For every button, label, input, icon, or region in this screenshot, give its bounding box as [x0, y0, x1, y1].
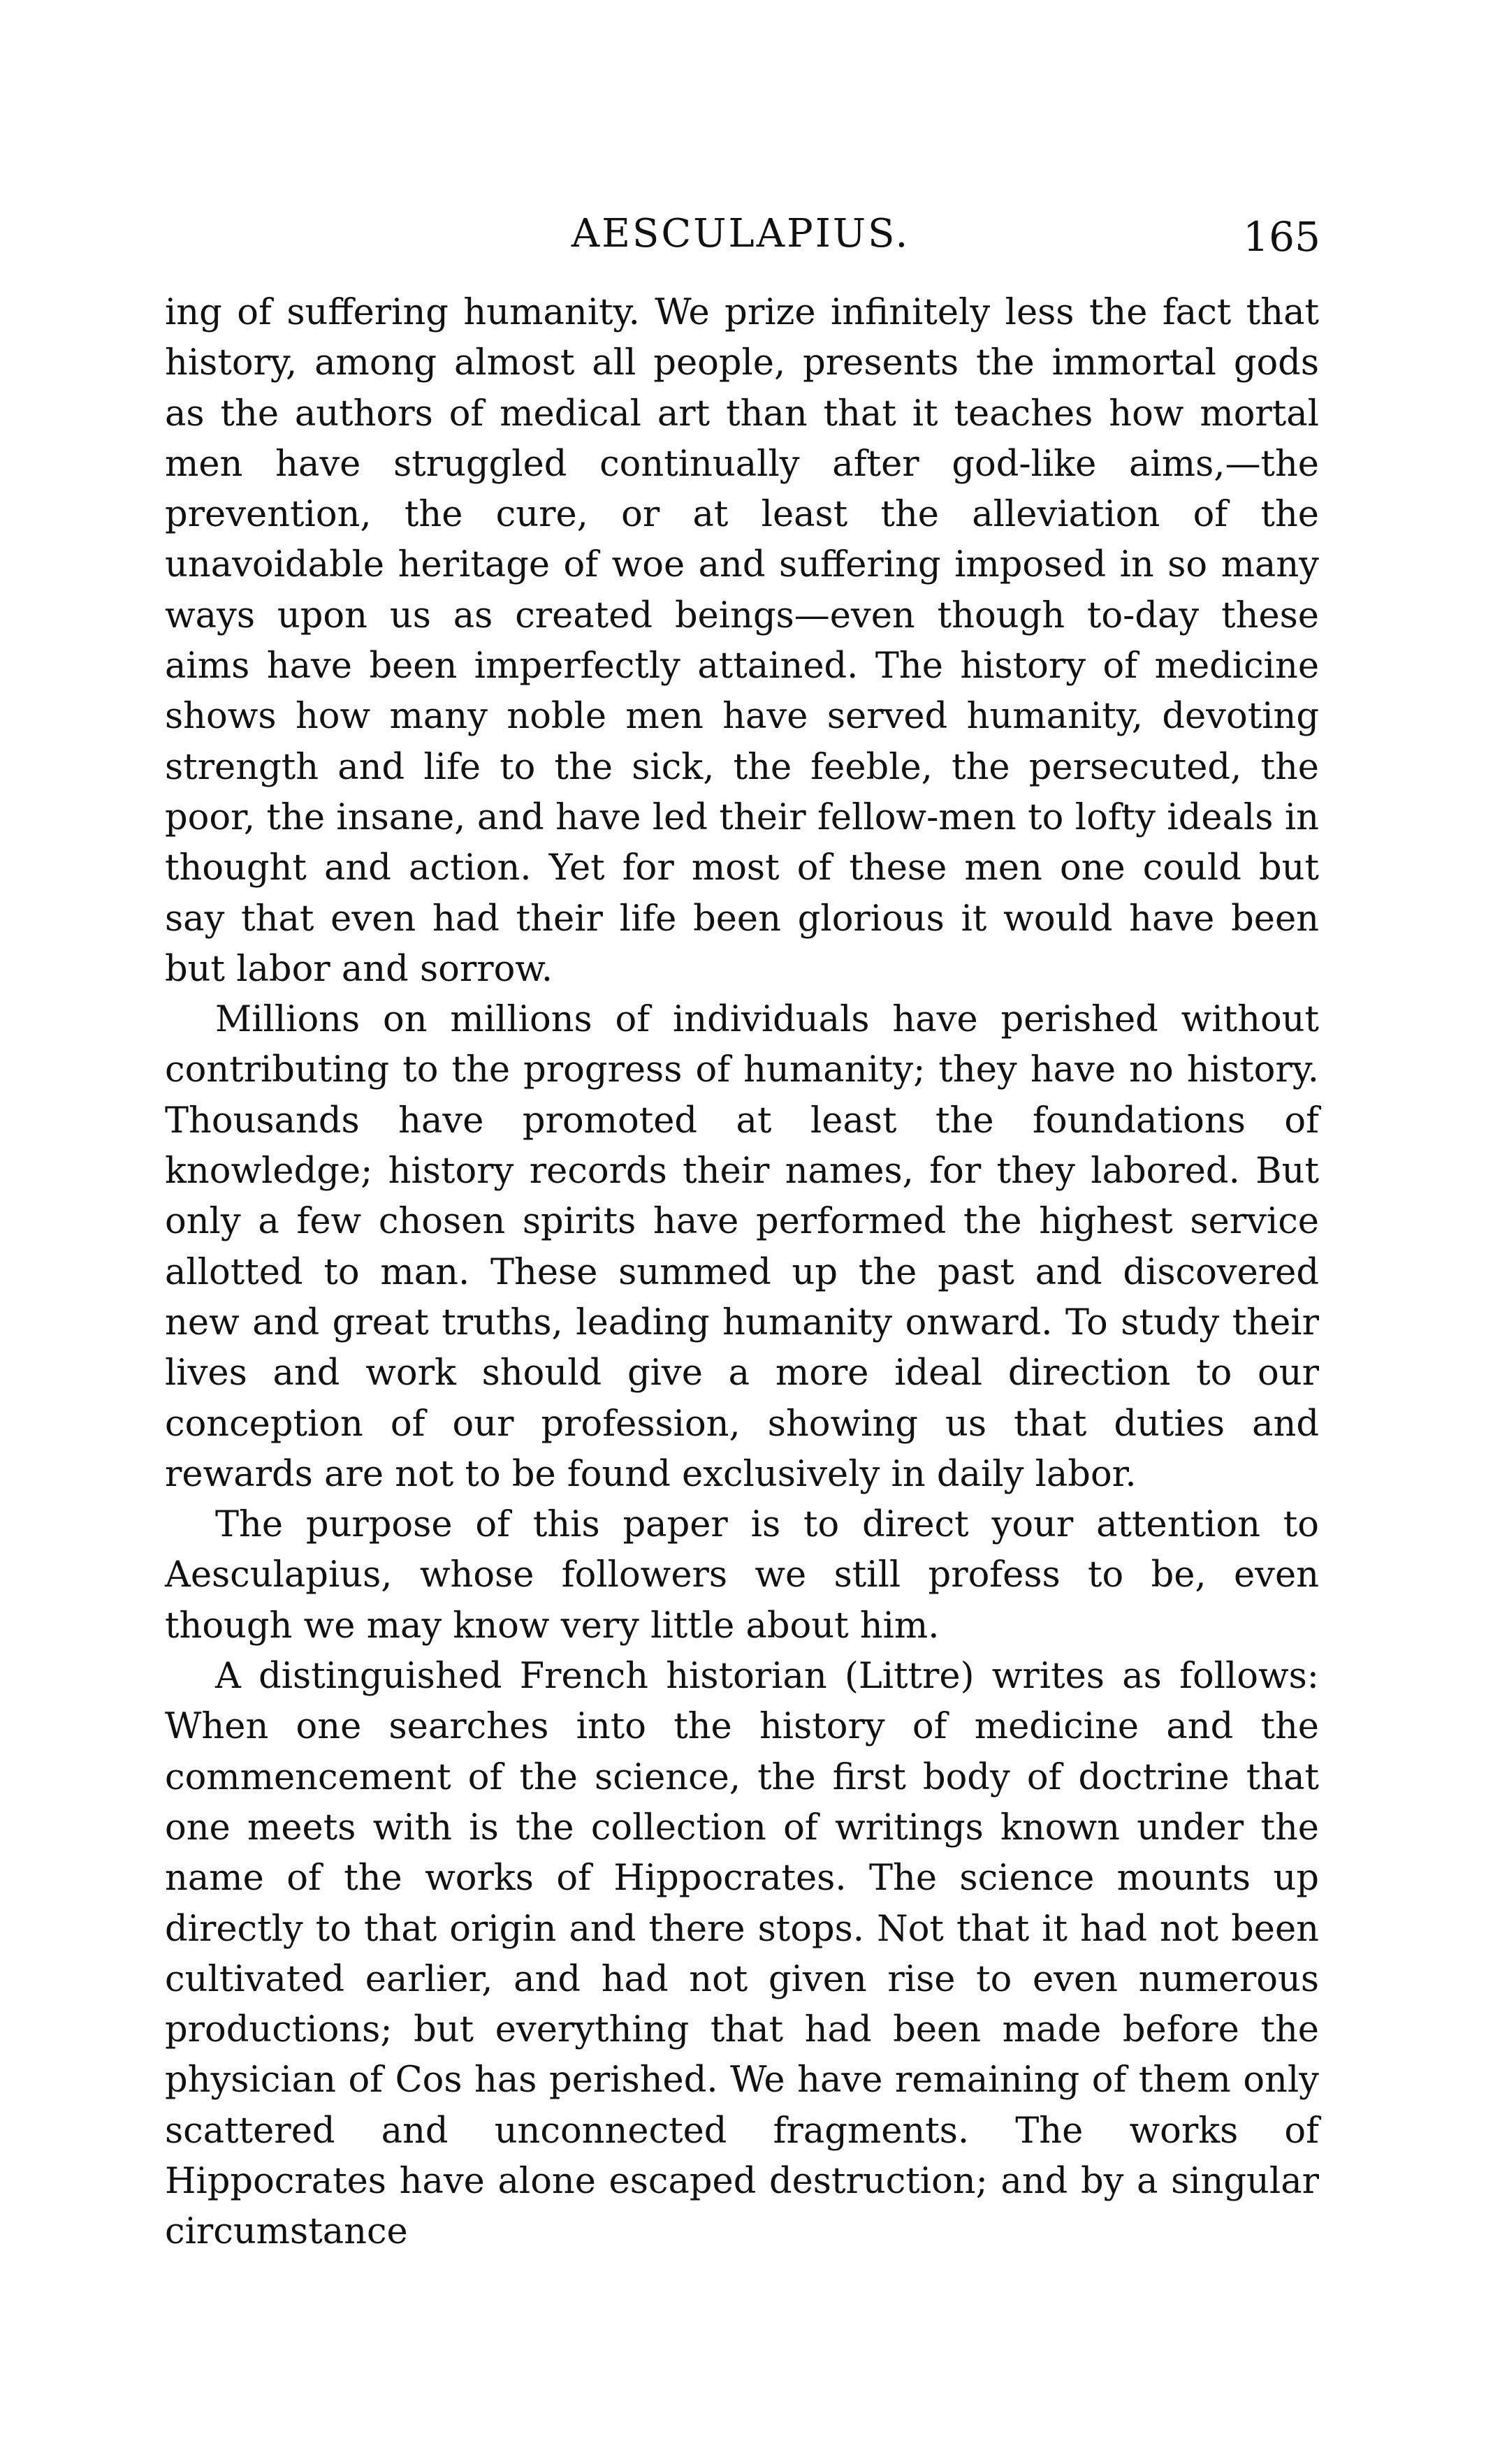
running-head	[161, 206, 1320, 262]
paragraph: A distinguished French historian (Littre) writes as follows: When one searches into the history of medicine and the commencement of the science, the first body of doctrine that one meets with is the collection of writings known under the name of the works of Hippocrates. The science mounts up directly to that origin and there stops. Not that it had not been cultivated earlier, and had not given rise to even numerous productions; but everything that had been made before the physician of Cos has perished. We have remaining of them only scattered and unconnected fragments. The works of Hippocrates have alone escaped destruction; and by a singular circumstance	[165, 1656, 1319, 2253]
body-text	[165, 288, 1319, 2258]
paragraph: The purpose of this paper is to direct your attention to Aesculapius, whose followers we still profess to be, even though we may know very little about him.	[165, 1504, 1319, 1647]
paragraph: Millions on millions of individuals have perished without contributing to the progress of humanity; they have no history. Thousands have promoted at least the foundations of knowledge; history records their names, for they labored. But only a few chosen spirits have performed the highest service allotted to man. These summed up the past and discovered new and great truths, leading humanity onward. To study their lives and work should give a more ideal direction to our conception of our profession, showing us that duties and rewards are not to be found exclusively in daily labor.	[165, 999, 1319, 1495]
paragraph-continued: ing of suffering humanity. We prize infinitely less the fact that history, among almost all people, presents the immortal gods as the authors of medical art than that it teaches how mortal men have struggled continually after god-like aims,—the prevention, the cure, or at least the alleviation of the unavoidable heritage of woe and suffering imposed in so many ways upon us as created beings—even though to-day these aims have been imperfectly attained. The history of medicine shows how many noble men have served humanity, devoting strength and life to the sick, the feeble, the persecuted, the poor, the insane, and have led their fellow-men to lofty ideals in thought and action. Yet for most of these men one could but say that even had their life been glorious it would have been but labor and sorrow.	[165, 292, 1319, 990]
running-title: AESCULAPIUS.	[571, 211, 910, 256]
page-number: 165	[1243, 213, 1320, 261]
